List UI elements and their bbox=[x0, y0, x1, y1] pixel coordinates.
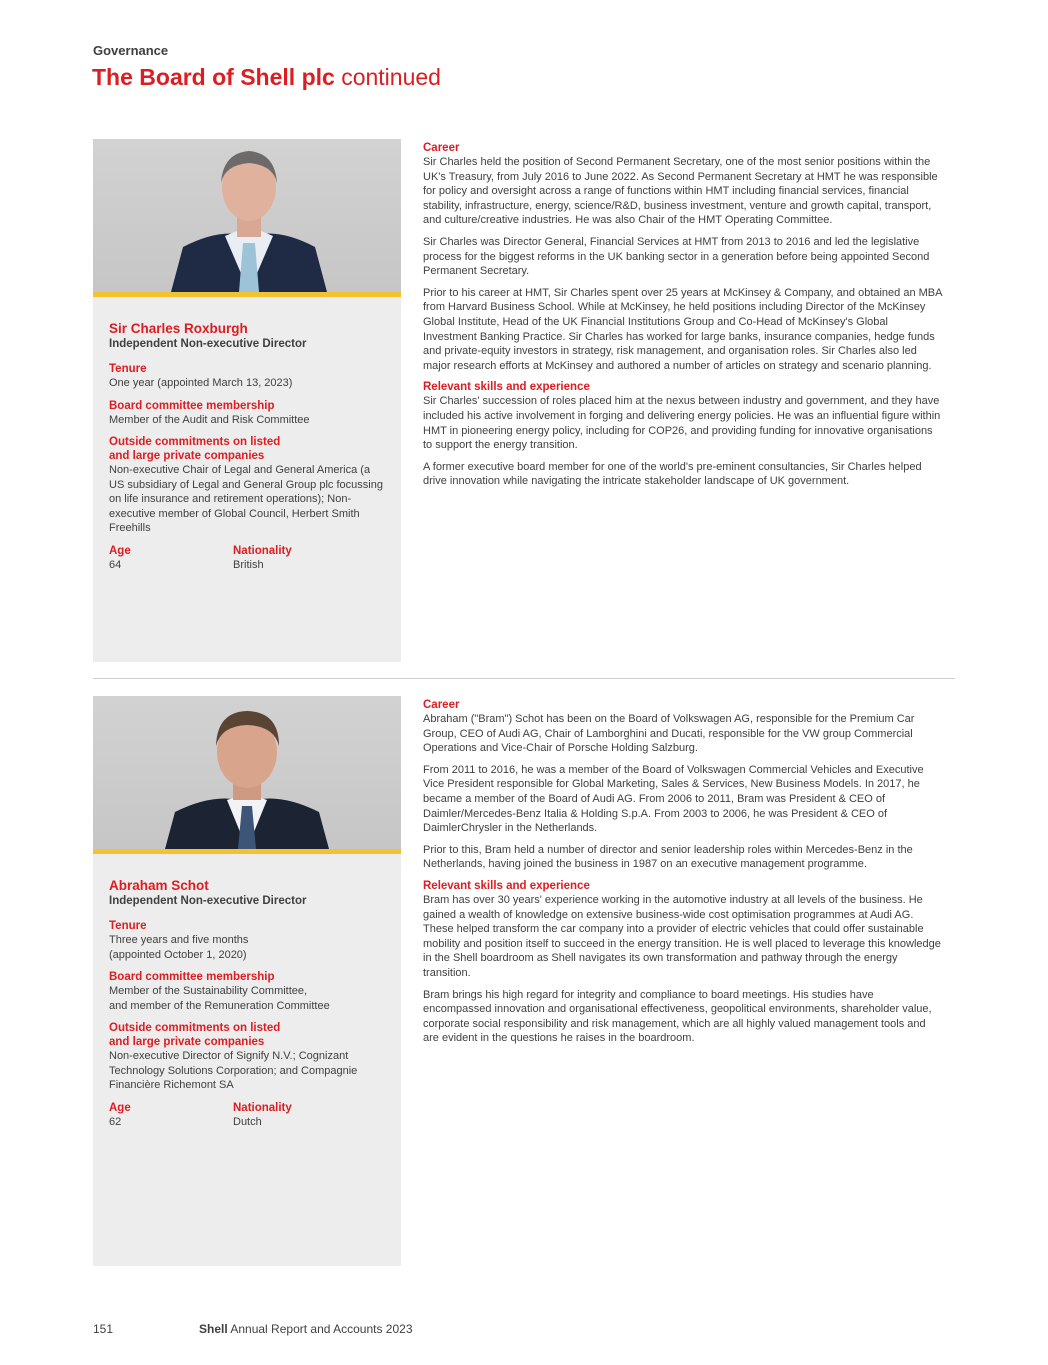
committee-line: and member of the Remuneration Committee bbox=[109, 999, 330, 1012]
tenure-line: (appointed October 1, 2020) bbox=[109, 948, 247, 961]
outside-label-2: and large private companies bbox=[109, 450, 265, 462]
director-card-schot bbox=[93, 696, 401, 1266]
skills-paragraph: Bram has over 30 years' experience working in the automotive industry at all levels of the business. He gained a wealth of knowledge on extensive business-wide cost optimisation programmes at Audi AG. These helped transform the car company into a provider of electric vehicles that could offer sustainable mobility and position itself to succeed in the energy transition. He is well placed to leverage this knowledge in the Shell boardroom as Shell navigates its own transformation and pathway through the energy transition. bbox=[423, 893, 941, 979]
outside-label-2: and large private companies bbox=[109, 1036, 265, 1048]
tenure-value bbox=[109, 933, 385, 962]
footer-brand bbox=[199, 1322, 413, 1336]
age-nationality-row bbox=[109, 1101, 385, 1138]
section-divider bbox=[93, 678, 955, 679]
skills-paragraph: A former executive board member for one of the world's pre-eminent consultancies, Sir Charles helped drive innovation while navigating the intricate stakeholder landscape of UK government. bbox=[423, 460, 922, 488]
director-card-roxburgh bbox=[93, 139, 401, 662]
director-name: Abraham Schot bbox=[109, 878, 209, 893]
outside-label: Outside commitments on listed bbox=[109, 1022, 281, 1034]
director-bio-schot bbox=[423, 698, 943, 1053]
committee-label: Board committee membership bbox=[109, 399, 275, 412]
career-label: Career bbox=[423, 142, 460, 154]
section-label: Governance bbox=[93, 43, 169, 58]
nationality-col bbox=[233, 544, 292, 581]
footer-brand-name: Shell bbox=[199, 1322, 228, 1336]
director-photo-schot bbox=[93, 696, 401, 854]
page-title-continued: continued bbox=[341, 64, 441, 90]
outside-value: Non-executive Director of Signify N.V.; Cognizant Technology Solutions Corporation; and Compagnie Financière Richemont SA bbox=[109, 1050, 358, 1091]
tenure-label: Tenure bbox=[109, 920, 147, 932]
tenure-value: One year (appointed March 13, 2023) bbox=[109, 377, 293, 389]
career-label: Career bbox=[423, 699, 460, 711]
career-paragraph: Sir Charles held the position of Second Permanent Secretary, one of the most senior positions within the UK's Treasury, from July 2016 to June 2022. As Second Permanent Secretary at HMT he was responsible for policy and oversight across a range of functions within HMT including financial services, financial stability, infrastructure, energy, science/R&D, business investment, venture and growth capital, transport, and culture/creative industries. He was also Chair of the HMT Operating Committee. bbox=[423, 156, 938, 227]
skills-paragraph: Sir Charles' succession of roles placed him at the nexus between industry and government, and they have included his active involvement in forging and delivering energy policies. He was an influential figure within HMT in pioneering energy policy, including for COP26, and providing funding for innovative organisations to support the energy transition. bbox=[423, 395, 941, 452]
age-col bbox=[109, 1101, 233, 1138]
age-label: Age bbox=[109, 1101, 131, 1114]
nationality-col bbox=[233, 1101, 292, 1138]
career-paragraph: Abraham ("Bram") Schot has been on the Board of Volkswagen AG, responsible for the Premium Car Group, CEO of Audi AG, Chair of Lamborghini and Ducati, responsible for the VW group Commercial Operations and Vice-Chair of Porsche Holding Salzburg. bbox=[423, 713, 915, 755]
nationality-label: Nationality bbox=[233, 1101, 292, 1114]
age-value: 62 bbox=[109, 1115, 122, 1128]
nationality-value: British bbox=[233, 558, 264, 571]
career-paragraph: Sir Charles was Director General, Financial Services at HMT from 2013 to 2016 and led the legislative process for the biggest reforms in the UK banking sector in a generation before being appointed Second Permanent Secretary. bbox=[423, 235, 930, 278]
tenure-label: Tenure bbox=[109, 363, 147, 375]
nationality-label: Nationality bbox=[233, 544, 292, 557]
committee-label: Board committee membership bbox=[109, 971, 275, 983]
page-title-main: The Board of Shell plc bbox=[92, 64, 335, 90]
outside-value: Non-executive Chair of Legal and General America (a US subsidiary of Legal and General Group plc focussing on life insurance and retirement operations); Non-executive member of Global Council, Herbert Smith Freehills bbox=[109, 464, 383, 534]
nationality-value: Dutch bbox=[233, 1115, 262, 1128]
career-paragraph: Prior to his career at HMT, Sir Charles spent over 25 years at McKinsey & Company, and obtained an MBA from Harvard Business School. While at McKinsey, he held positions including Director of the McKinsey Global Institute, Head of the UK Financial Institutions Group and Co-Head of McKinsey's Global Investment Banking Practice. Sir Charles has worked for large banks, insurance companies, hedge funds and private-equity investors in strategy, risk management, and organisation roles. Sir Charles also led major research efforts at McKinsey and authored a number of articles on strategy and scenario planning. bbox=[423, 286, 942, 372]
skills-label: Relevant skills and experience bbox=[423, 879, 590, 892]
age-col bbox=[109, 544, 233, 581]
career-paragraph: Prior to this, Bram held a number of director and senior leadership roles within Mercedes-Benz in the Netherlands, having joined the business in 1987 on an executive management programme. bbox=[423, 843, 913, 871]
director-role: Independent Non-executive Director bbox=[109, 338, 307, 350]
director-role: Independent Non-executive Director bbox=[109, 895, 307, 907]
tenure-line: Three years and five months bbox=[109, 934, 249, 946]
footer-report-name: Annual Report and Accounts 2023 bbox=[230, 1322, 413, 1336]
committee-line: Member of the Sustainability Committee, bbox=[109, 985, 308, 997]
director-bio-roxburgh bbox=[423, 141, 943, 496]
outside-label: Outside commitments on listed bbox=[109, 436, 281, 448]
committee-value bbox=[109, 984, 385, 1013]
age-value: 64 bbox=[109, 558, 122, 571]
age-label: Age bbox=[109, 544, 131, 557]
director-photo-roxburgh bbox=[93, 139, 401, 297]
skills-label: Relevant skills and experience bbox=[423, 381, 590, 394]
page-title bbox=[92, 64, 441, 91]
age-nationality-row bbox=[109, 544, 385, 581]
director-name: Sir Charles Roxburgh bbox=[109, 321, 248, 336]
career-paragraph: From 2011 to 2016, he was a member of the Board of Volkswagen Commercial Vehicles and Executive Vice President responsible for Global Marketing, Sales & Services, New Business Models. In 2017, he became a member of the Board of Audi AG. From 2006 to 2011, Bram was President & CEO of Daimler/Mercedes-Benz Italia & Holding S.p.A. From 2003 to 2006, he was President & CEO of DaimlerChrysler in the Netherlands. bbox=[423, 763, 924, 835]
committee-value: Member of the Audit and Risk Committee bbox=[109, 413, 310, 426]
page-number: 151 bbox=[93, 1322, 114, 1336]
skills-paragraph: Bram brings his high regard for integrity and compliance to board meetings. His studies have encompassed innovation and organisational effectiveness, geopolitical environments, shareholder value, corporate social responsibility and risk management, which are all highly valued management tools and are evident in the questions he raises in the boardroom. bbox=[423, 988, 932, 1045]
